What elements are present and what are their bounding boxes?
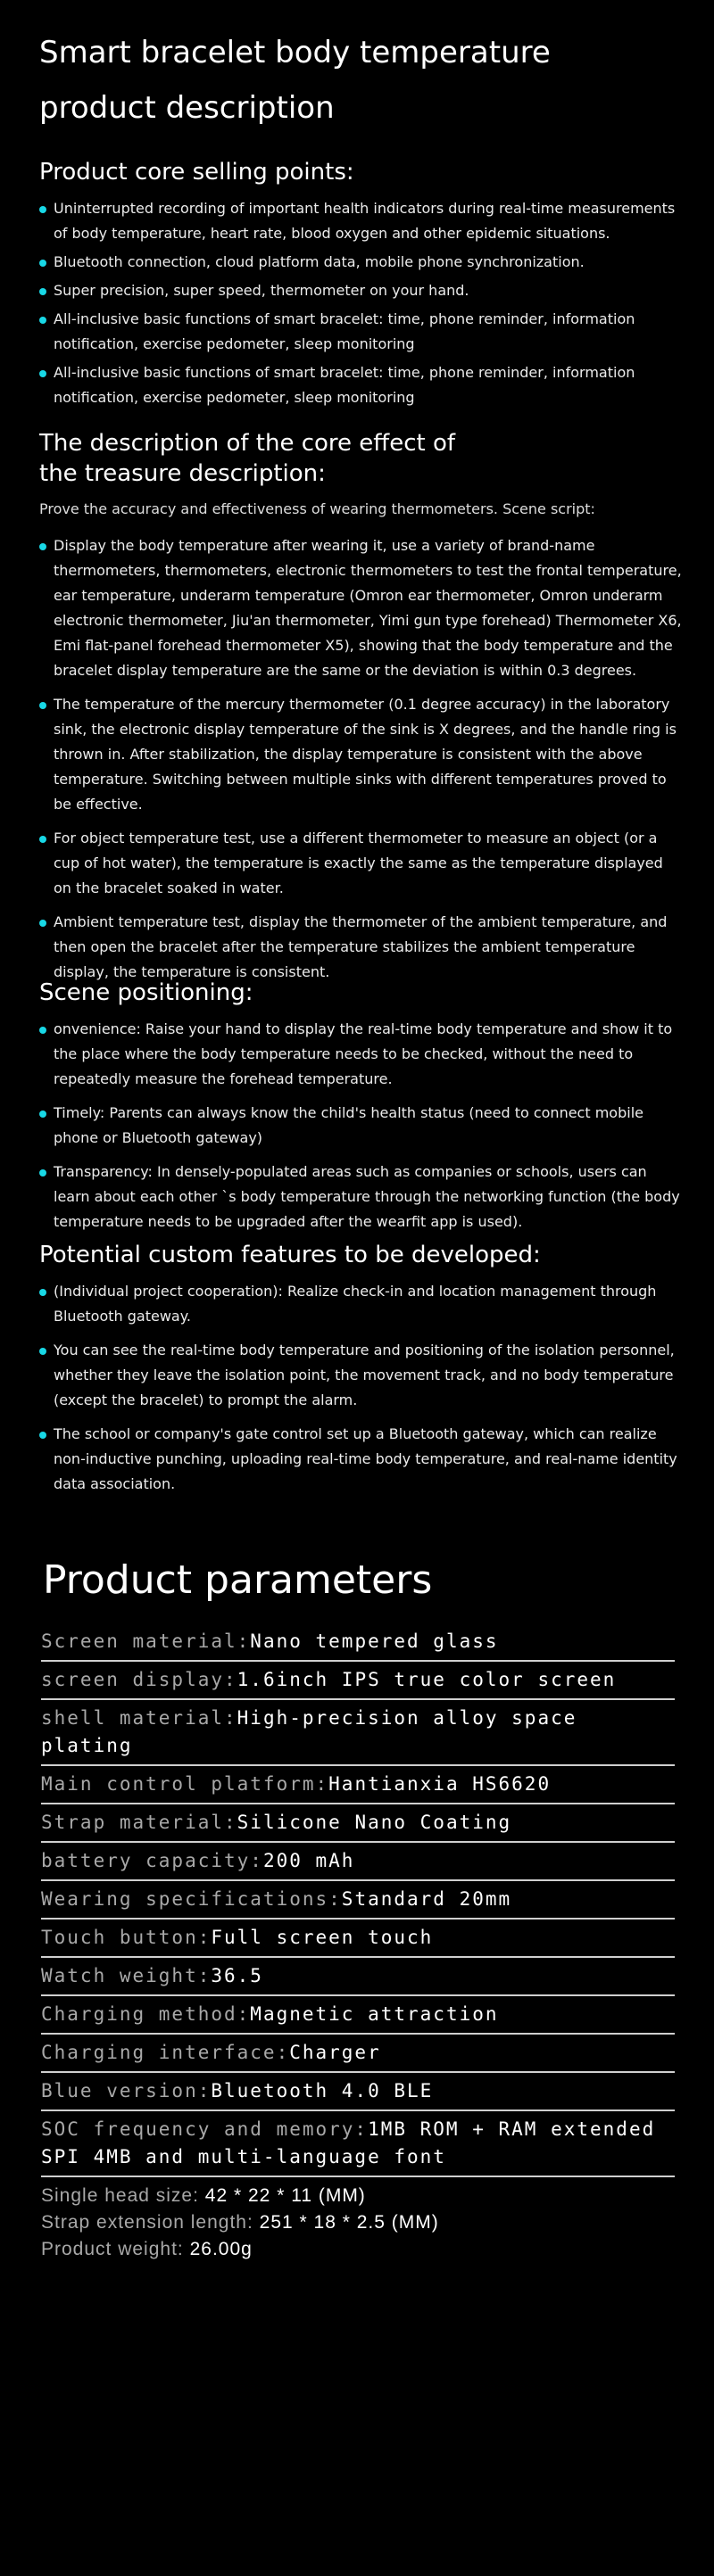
param-row: battery capacity:200 mAh <box>41 1843 675 1881</box>
scene-positioning-list <box>39 1017 682 1234</box>
core-selling-points-section <box>39 157 682 414</box>
param-row: SOC frequency and memory:1MB ROM + RAM extended SPI 4MB and multi-language font <box>41 2111 675 2177</box>
custom-features-section <box>39 1240 682 1506</box>
bullet-dot-icon <box>39 288 46 295</box>
list-item: Timely: Parents can always know the child's health status (need to connect mobile phone or Bluetooth gateway) <box>39 1101 682 1151</box>
bullet-dot-icon <box>39 1169 46 1177</box>
param-row: Charging method:Magnetic attraction <box>41 1996 675 2035</box>
bullet-dot-icon <box>39 370 46 377</box>
list-item: The temperature of the mercury thermometer (0.1 degree accuracy) in the laboratory sink, the electronic display temperature of the sink is X degrees, and the handle ring is thrown in. After stabilization, the display temperature is consistent with the above temperature. Switching between multiple sinks with different temperatures proved to be effective. <box>39 692 682 817</box>
core-effect-list <box>39 533 682 985</box>
page-title-line-1: Smart bracelet body temperature <box>39 35 551 70</box>
param-row: Blue version:Bluetooth 4.0 BLE <box>41 2073 675 2111</box>
core-effect-intro: Prove the accuracy and effectiveness of wearing thermometers. Scene script: <box>39 500 595 517</box>
list-item: Uninterrupted recording of important health indicators during real-time measurements of body temperature, heart rate, blood oxygen and other epidemic situations. <box>39 196 682 246</box>
page-title <box>39 25 682 136</box>
list-item: Bluetooth connection, cloud platform data, mobile phone synchronization. <box>39 250 682 275</box>
bullet-dot-icon <box>39 702 46 709</box>
bullet-dot-icon <box>39 920 46 927</box>
scene-positioning-section <box>39 978 682 1243</box>
param-row: shell material:High-precision alloy space plating <box>41 1700 675 1766</box>
bullet-dot-icon <box>39 543 46 550</box>
scene-positioning-heading: Scene positioning: <box>39 979 253 1006</box>
bullet-dot-icon <box>39 1027 46 1034</box>
product-parameters-heading: Product parameters <box>43 1557 433 1603</box>
param-row: Watch weight:36.5 <box>41 1958 675 1996</box>
param-row: Wearing specifications:Standard 20mm <box>41 1881 675 1920</box>
core-selling-points-heading: Product core selling points: <box>39 159 354 186</box>
bullet-dot-icon <box>39 317 46 324</box>
custom-features-list <box>39 1279 682 1497</box>
bullet-dot-icon <box>39 260 46 267</box>
bullet-dot-icon <box>39 1289 46 1296</box>
list-item: Super precision, super speed, thermometer on your hand. <box>39 278 682 303</box>
param-row: screen display:1.6inch IPS true color screen <box>41 1662 675 1700</box>
param-row: Screen material:Nano tempered glass <box>41 1623 675 1662</box>
param-row: Charging interface:Charger <box>41 2035 675 2073</box>
core-effect-heading: The description of the core effect of the treasure description: <box>39 430 456 487</box>
list-item: onvenience: Raise your hand to display the real-time body temperature and show it to the place where the body temperature needs to be checked, without the need to repeatedly measure the forehead temperature. <box>39 1017 682 1092</box>
page-title-line-2: product description <box>39 90 335 126</box>
bullet-dot-icon <box>39 1110 46 1118</box>
list-item: You can see the real-time body temperature and positioning of the isolation personnel, whether they leave the isolation point, the movement track, and no body temperature (except the bracelet) to prompt the alarm. <box>39 1338 682 1413</box>
list-item: Ambient temperature test, display the thermometer of the ambient temperature, and then open the bracelet after the temperature stabilizes the ambient temperature display, the temperature is consistent. <box>39 910 682 985</box>
core-effect-section <box>39 428 682 994</box>
bullet-dot-icon <box>39 1348 46 1355</box>
param-row: Touch button:Full screen touch <box>41 1920 675 1958</box>
list-item: (Individual project cooperation): Realize check-in and location management through Bluetooth gateway. <box>39 1279 682 1329</box>
size-weight-block <box>41 2177 675 2263</box>
list-item: The school or company's gate control set up a Bluetooth gateway, which can realize non-inductive punching, uploading real-time body temperature, and real-name identity data association. <box>39 1422 682 1497</box>
param-row: Product weight: 26.00g <box>41 2239 253 2259</box>
param-row: Strap extension length: 251 * 18 * 2.5 (MM) <box>41 2212 439 2233</box>
param-row: Strap material:Silicone Nano Coating <box>41 1804 675 1843</box>
list-item: Display the body temperature after wearing it, use a variety of brand-name thermometers, thermometers, electronic thermometers to test the frontal temperature, ear temperature, underarm temperature (Omron ear thermometer, Omron underarm electronic thermometer, Jiu'an thermometer, Yimi gun type forehead) Thermometer X6, Emi flat-panel forehead thermometer X5), showing that the body temperature and the bracelet display temperature are the same or the deviation is within 0.3 degrees. <box>39 533 682 683</box>
list-item: All-inclusive basic functions of smart bracelet: time, phone reminder, information notification, exercise pedometer, sleep monitoring <box>39 360 682 410</box>
list-item: Transparency: In densely-populated areas such as companies or schools, users can learn about each other `s body temperature through the networking function (the body temperature needs to be upgraded after the wearfit app is used). <box>39 1160 682 1234</box>
param-row: Single head size: 42 * 22 * 11 (MM) <box>41 2185 366 2206</box>
bullet-dot-icon <box>39 206 46 213</box>
bullet-dot-icon <box>39 1432 46 1439</box>
list-item: All-inclusive basic functions of smart bracelet: time, phone reminder, information notification, exercise pedometer, sleep monitoring <box>39 307 682 357</box>
product-parameters-table <box>41 1623 675 2263</box>
param-row: Main control platform:Hantianxia HS6620 <box>41 1766 675 1804</box>
custom-features-heading: Potential custom features to be developed: <box>39 1242 541 1268</box>
list-item: For object temperature test, use a different thermometer to measure an object (or a cup of hot water), the temperature is exactly the same as the temperature displayed on the bracelet soaked in water. <box>39 826 682 901</box>
core-selling-points-list <box>39 196 682 410</box>
bullet-dot-icon <box>39 836 46 843</box>
